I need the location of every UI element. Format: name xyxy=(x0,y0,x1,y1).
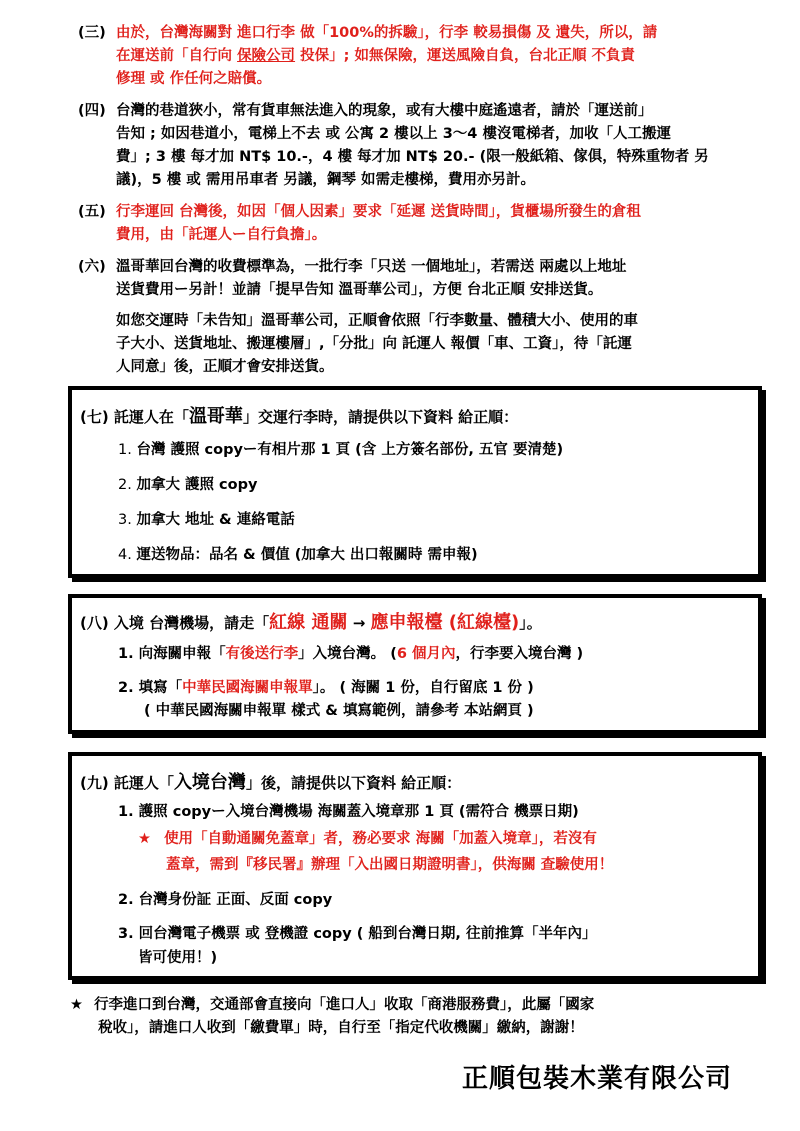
customs-declaration-form-text: 中華民國海關申報單 xyxy=(182,680,313,696)
box-9-item-2-num: 2. xyxy=(118,892,134,908)
box-8-item-2 xyxy=(118,676,534,697)
box-8-item-2-a: 填寫「 xyxy=(138,680,183,696)
section-4-line-4: 議)，5 樓 或 需用吊車者 另議，鋼琴 如需走樓梯，費用亦另計。 xyxy=(116,172,535,188)
box-8-heading-d: 」。 xyxy=(519,614,542,632)
box-8-heading xyxy=(80,608,542,634)
box-section-8 xyxy=(68,594,762,734)
box-9-item-2 xyxy=(118,888,332,909)
box-9-star-line-1: 使用「自動通關免蓋章」者，務必要求 海關「加蓋入境章」，若沒有 xyxy=(164,831,597,847)
six-months-text: 6 個月內 xyxy=(396,646,456,662)
box-7-item-3-num: 3. xyxy=(118,512,132,528)
section-6-line-2: 送貨費用ー另計！並請「提早告知 溫哥華公司」，方便 台北正順 安排送貨。 xyxy=(116,282,603,298)
section-6-line-4: 子大小、送貨地址、搬運樓層」,「分批」向 託運人 報價「車、工資」，待「託運 xyxy=(116,336,632,352)
box-7-item-4-text: 運送物品：品名 & 價值 (加拿大 出口報關時 需申報) xyxy=(136,547,478,563)
import-fee-note-line-2: 稅收」，請進口人收到「繳費單」時，自行至「指定代收機關」繳納，謝謝！ xyxy=(98,1020,584,1036)
box-8-item-1-a: 向海關申報「 xyxy=(138,646,226,662)
declare-counter-text: 應申報檯 (紅線檯) xyxy=(370,612,520,633)
box-8-item-2-num: 2. xyxy=(118,680,134,696)
box-9-heading-enter-taiwan: 入境台灣 xyxy=(173,772,246,793)
box-8-item-2-sub: ( 中華民國海關申報單 樣式 & 填寫範例，請參考 本站網頁 ) xyxy=(144,703,534,719)
star-icon: ★ xyxy=(138,831,151,847)
red-line-customs-text: 紅線 通關 xyxy=(269,612,348,633)
section-3-line-3: 修理 或 作任何之賠償。 xyxy=(116,71,272,87)
box-9-heading-a: (九) 託運人「 xyxy=(80,774,174,792)
box-7-item-1-text: 台灣 護照 copyー有相片那 1 頁 (含 上方簽名部份, 五官 要清楚) xyxy=(136,442,564,458)
import-fee-note-line-1: 行李進口到台灣，交通部會直接向「進口人」收取「商港服務費」，此屬「國家 xyxy=(94,997,595,1013)
box-9-item-2-text: 台灣身份証 正面、反面 copy xyxy=(138,892,333,908)
box-9-item-3-num: 3. xyxy=(118,926,134,942)
section-5 xyxy=(78,201,768,247)
box-8-heading-a: (八) 入境 台灣機場，請走「 xyxy=(80,614,270,632)
section-3-line-2c: 投保」; 如無保險，運送風險自負，台北正順 不負責 xyxy=(295,48,636,64)
box-7-heading-c: 」交運行李時，請提供以下資料 給正順： xyxy=(242,408,519,426)
section-3-line-2 xyxy=(116,45,768,68)
section-3-line-1: 由於，台灣海關對 進口行李 做「100%的拆驗」，行李 較易損傷 及 遺失，所以，請 xyxy=(116,25,658,41)
box-9-item-1 xyxy=(118,800,579,821)
arrow-right-icon: → xyxy=(352,614,366,632)
box-7-item-2-text: 加拿大 護照 copy xyxy=(136,477,258,493)
box-8-item-2-c: 」。 ( 海關 1 份，自行留底 1 份 ) xyxy=(312,680,534,696)
box-9-item-1-text: 護照 copyー入境台灣機場 海關蓋入境章那 1 頁 (需符合 機票日期) xyxy=(138,804,579,820)
box-9-item-3-line-1: 回台灣電子機票 或 登機證 copy ( 船到台灣日期, 往前推算「半年內」 xyxy=(138,926,597,942)
box-7-item-4-num: 4. xyxy=(118,547,132,563)
box-7-item-4 xyxy=(118,543,478,564)
section-5-line-1: 行李運回 台灣後，如因「個人因素」要求「延遲 送貨時間」，貨櫃場所發生的倉租 xyxy=(116,204,641,220)
box-7-item-1-num: 1. xyxy=(118,442,132,458)
box-7-item-2 xyxy=(118,473,257,494)
box-7-item-3-text: 加拿大 地址 & 連絡電話 xyxy=(136,512,295,528)
box-section-9 xyxy=(68,752,762,980)
section-5-line-2: 費用，由「託運人ー自行負擔」。 xyxy=(116,227,327,243)
section-6-line-3: 如您交運時「未告知」溫哥華公司，正順會依照「行李數量、體積大小、使用的車 xyxy=(116,313,638,329)
company-name: 正順包裝木業有限公司 xyxy=(462,1064,733,1094)
insurance-company-text: 保險公司 xyxy=(237,48,296,64)
box-7-heading xyxy=(80,402,518,428)
box-section-7 xyxy=(68,386,762,578)
section-4 xyxy=(78,100,768,192)
box-7-item-1 xyxy=(118,438,563,459)
box-9-heading-c: 」後，請提供以下資料 給正順： xyxy=(245,774,462,792)
section-6-line-5: 人同意」後，正順才會安排送貨。 xyxy=(116,359,334,375)
box-7-item-3 xyxy=(118,508,295,529)
star-icon: ★ xyxy=(70,997,83,1013)
box-9-star-line-2: 蓋章，需到『移民署』辦理「入出國日期證明書」，供海關 查驗使用！ xyxy=(166,857,614,873)
unaccompanied-baggage-text: 有後送行李 xyxy=(225,646,299,662)
box-7-item-2-num: 2. xyxy=(118,477,132,493)
box-8-item-1 xyxy=(118,642,583,663)
box-7-heading-vancouver: 溫哥華 xyxy=(188,406,243,427)
box-9-star-note xyxy=(138,826,613,878)
section-4-line-2: 告知 ; 如因巷道小，電梯上不去 或 公寓 2 樓以上 3～4 樓沒電梯者，加收「人工搬運 xyxy=(116,126,671,142)
box-7-heading-a: (七) 託運人在「 xyxy=(80,408,189,426)
section-5-number: (五) xyxy=(78,204,106,220)
section-4-line-1: 台灣的巷道狹小，常有貨車無法進入的現象，或有大樓中庭遙遠者，請於「運送前」 xyxy=(116,103,653,119)
box-8-item-1-num: 1. xyxy=(118,646,134,662)
section-6-number: (六) xyxy=(78,259,106,275)
box-9-item-3 xyxy=(118,922,596,970)
section-3-line-2a: 在運送前「自行向 xyxy=(116,48,238,64)
section-3 xyxy=(78,22,768,91)
section-3-number: (三) xyxy=(78,25,106,41)
box-9-heading xyxy=(80,768,461,794)
section-6 xyxy=(78,256,768,379)
import-fee-note xyxy=(70,994,770,1040)
section-4-number: (四) xyxy=(78,103,106,119)
box-9-item-3-line-2: 皆可使用！) xyxy=(138,950,218,966)
section-6-line-1: 溫哥華回台灣的收費標準為，一批行李「只送 一個地址」，若需送 兩處以上地址 xyxy=(116,259,627,275)
section-4-line-3: 費」; 3 樓 每才加 NT$ 10.-，4 樓 每才加 NT$ 20.- (限一般紙箱、傢俱，特殊重物者 另 xyxy=(116,149,709,165)
box-9-item-1-num: 1. xyxy=(118,804,134,820)
box-8-item-1-c: 」入境台灣。 ( xyxy=(298,646,397,662)
box-8-item-1-e: ，行李要入境台灣 ) xyxy=(455,646,584,662)
